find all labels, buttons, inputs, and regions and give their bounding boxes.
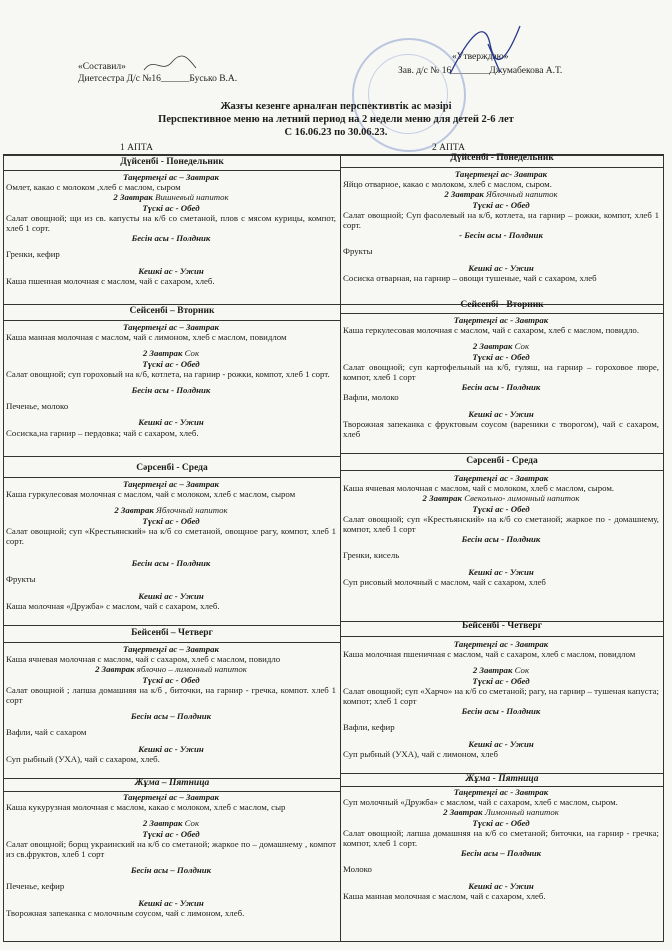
meal-heading: Бесін асы – Полдник xyxy=(460,848,542,859)
meal-text: Суп рыбный (УХА), чай с лимоном, хлеб xyxy=(343,748,498,759)
second-breakfast-text: Лимонный напиток xyxy=(484,807,559,818)
meal-text: Омлет, какао с молоком ,хлеб с маслом, сыром xyxy=(6,182,181,193)
meal-heading: Түскі ас - Обед xyxy=(472,817,530,828)
meal-text: Фрукты xyxy=(343,246,373,257)
meal-text: Печенье, кефир xyxy=(6,881,65,892)
week-2-label: 2 АПТА xyxy=(432,143,466,153)
w1-mon-cell xyxy=(6,172,336,286)
meal-text: Сосиска отварная, на гарнир – овощи тушеные, чай с сахаром, хлеб xyxy=(343,272,597,283)
meal-text: Каша гуркулесовая молочная с маслом, чай с молоком, хлеб с маслом, сыром xyxy=(6,489,296,500)
day-w2-tue: Сейсенбі - Вторник xyxy=(460,300,544,310)
meal-text: Салат овощной; Суп фасолевый на к/б, котлета, на гарнир – рожки, компот, хлеб 1 сорт. xyxy=(343,209,659,231)
meal-heading: Түскі ас - Обед xyxy=(472,675,530,686)
day-w1-fri: Жұма – Пятница xyxy=(134,778,210,788)
meal-text: Салат овощной; щи из св. капусты на к/б со сметаной, плов с мясом курицы, компот, хлеб 1 сорт. xyxy=(6,212,336,234)
meal-text: Творожная запеканка с фруктовым соусом (вареники с творогом), чай с сахаром, хлеб xyxy=(343,418,659,440)
meal-heading: Кешкі ас - Ужин xyxy=(138,590,204,601)
meal-heading: Бесін асы - Полдник xyxy=(461,706,541,717)
meal-heading: Бесін асы - Полдник xyxy=(461,534,541,545)
meal-heading: Бесін асы – Полдник xyxy=(130,865,212,876)
second-breakfast-text: яблочно – лимонный напиток xyxy=(136,664,247,675)
second-breakfast-text: Яблочный напиток xyxy=(156,505,228,516)
meal-text: Творожная запеканка с молочным соусом, чай с лимоном, хлеб. xyxy=(6,907,245,918)
w2-thu-cell xyxy=(343,639,659,759)
second-breakfast-text: Сок xyxy=(514,665,530,676)
meal-text: Каша манная молочная с маслом, чай с лимоном, хлеб с маслом, повидлом xyxy=(6,332,287,343)
w1-wed-cell xyxy=(6,479,336,611)
meal-text: Каша геркулесовая молочная с маслом, чай с сахаром, хлеб с маслом, повидло. xyxy=(343,325,640,336)
composer-title: «Составил» xyxy=(78,62,126,72)
second-breakfast-label: 2 Завтрак xyxy=(142,818,183,829)
day-w2-wed: Сәрсенбі - Среда xyxy=(466,456,538,466)
meal-heading: Түскі ас - Обед xyxy=(472,503,530,514)
meal-heading: Кешкі ас - Ужин xyxy=(468,738,534,749)
meal-text: Салат овощной; суп «Крестьянский» на к/б со сметаной, овощное рагу, компот, хлеб 1 сорт. xyxy=(6,525,336,547)
day-w2-mon: Дүйсенбі - Понедельник xyxy=(450,153,554,163)
meal-heading: Бесін асы – Полдник xyxy=(130,711,212,722)
meal-text: Вафли, чай с сахаром xyxy=(6,727,87,738)
meal-heading: - Бесін асы - Полдник xyxy=(459,230,543,241)
meal-text: Суп молочный «Дружба» с маслом, чай с сахаром, хлеб с маслом, сыром. xyxy=(343,797,618,808)
meal-text: Суп рисовый молочный с маслом, чай с сахаром, хлеб xyxy=(343,576,546,587)
meal-heading: Таңертеңгі ас – Завтрак xyxy=(123,644,219,654)
second-breakfast-label: 2 Завтрак xyxy=(142,348,183,359)
meal-text: Молоко xyxy=(343,864,372,875)
meal-text: Вафли, кефир xyxy=(343,722,395,733)
second-breakfast-label: 2 Завтрак xyxy=(114,505,154,516)
meal-heading: Таңертеңгі ас – Завтрак xyxy=(123,172,219,182)
second-breakfast-text: Свекольно- лимонный напиток xyxy=(464,493,580,504)
meal-text: Гренки, кисель xyxy=(343,550,400,561)
w1-thu-cell xyxy=(6,644,336,764)
day-w1-tue: Сейсенбі – Вторник xyxy=(129,306,215,316)
meal-heading: Түскі ас - Обед xyxy=(142,358,200,369)
day-w1-wed: Сәрсенбі - Среда xyxy=(136,463,208,473)
meal-heading: Кешкі ас - Ужин xyxy=(138,743,204,754)
meal-heading: Кешкі ас - Ужин xyxy=(138,265,204,276)
w2-mon-cell xyxy=(343,169,659,283)
meal-heading: Бесін асы - Полдник xyxy=(131,385,211,396)
meal-text: Салат овощной; суп «Харчо» на к/б со сметаной; рагу, на гарнир – тушеная капуста; компот; хлеб 1 сорт xyxy=(343,685,659,707)
signature-left xyxy=(140,52,200,76)
meal-text: Салат овощной; борщ украинский на к/б со сметаной; жаркое по – домашнему , компот из св.фруктов, хлеб 1 сорт xyxy=(6,838,336,860)
second-breakfast-label: 2 Завтрак xyxy=(95,664,135,675)
meal-heading: Таңертеңгі ас - Завтрак xyxy=(453,473,549,483)
meal-heading: Бесін асы - Полдник xyxy=(131,233,211,244)
meal-text: Каша молочная пшеничная с маслом, чай с сахаром, хлеб с маслом, повидлом xyxy=(343,649,636,660)
meal-text: Суп рыбный (УХА), чай с сахаром, хлеб. xyxy=(6,753,160,764)
meal-heading: Кешкі ас - Ужин xyxy=(468,262,534,273)
second-breakfast-label: 2 Завтрак xyxy=(113,192,153,203)
meal-text: Каша пшенная молочная с маслом, чай с сахаром, хлеб. xyxy=(6,275,215,286)
meal-text: Салат овощной; суп «Крестьянский» на к/б со сметаной; жаркое по - домашнему, компот, хлеб 1 сорт xyxy=(343,513,659,535)
meal-text: Салат овощной; суп гороховый на к/б, котлета, на гарнир - рожки, компот, хлеб 1 сорт. xyxy=(6,368,330,379)
title-ru: Перспективное меню на летний период на 2 недели меню для детей 2-6 лет xyxy=(158,114,514,125)
day-w1-mon: Дүйсенбі - Понедельник xyxy=(120,157,224,167)
meal-heading: Түскі ас - Обед xyxy=(472,199,530,210)
meal-text: Каша манная молочная с маслом, чай с сахаром, хлеб. xyxy=(343,890,546,901)
meal-heading: Кешкі ас - Ужин xyxy=(138,417,204,428)
meal-heading: Түскі ас - Обед xyxy=(142,674,200,685)
second-breakfast-label: 2 Завтрак xyxy=(472,665,513,676)
meal-text: Каша кукурузная молочная с маслом, какао с молоком, хлеб с маслом, сыр xyxy=(6,802,286,813)
meal-heading: Бесін асы - Полдник xyxy=(461,382,541,393)
second-breakfast-label: 2 Завтрак xyxy=(422,493,463,504)
meal-heading: Кешкі ас - Ужин xyxy=(468,880,534,891)
second-breakfast-text: Сок xyxy=(184,348,200,359)
meal-text: Яйцо отварное, какао с молоком, хлеб с маслом, сыром. xyxy=(343,179,552,190)
meal-heading: Таңертеңгі ас – Завтрак xyxy=(123,479,219,489)
second-breakfast-label: 2 Завтрак xyxy=(443,807,483,818)
meal-heading: Таңертеңгі ас - Завтрак xyxy=(453,787,549,797)
meal-heading: Кешкі ас - Ужин xyxy=(468,566,534,577)
w2-fri-cell xyxy=(343,787,659,901)
meal-heading: Түскі ас - Обед xyxy=(142,828,200,839)
meal-heading: Таңертеңгі ас – Завтрак xyxy=(123,322,219,332)
meal-text: Фрукты xyxy=(6,574,36,585)
w2-wed-cell xyxy=(343,473,659,587)
day-w2-fri: Жұма - Пятница xyxy=(465,774,539,784)
title-period: С 16.06.23 по 30.06.23. xyxy=(284,127,388,138)
meal-heading: Түскі ас - Обед xyxy=(472,351,530,362)
day-w1-thu: Бейсенбі – Четверг xyxy=(131,628,213,638)
meal-text: Салат овощной; лапша домашняя на к/б со сметаной; биточки, на гарнир - гречка; компот, хлеб 1 сорт. xyxy=(343,827,659,849)
meal-text: Вафли, молоко xyxy=(343,392,399,403)
approver-title: «Утверждаю» xyxy=(452,52,509,62)
w2-tue-cell xyxy=(343,315,659,439)
approver-line: Зав. д/с № 16________Джумабекова А.Т. xyxy=(398,66,563,76)
meal-heading: Түскі ас - Обед xyxy=(142,202,200,213)
second-breakfast-label: 2 Завтрак xyxy=(472,341,513,352)
meal-text: Печенье, молоко xyxy=(6,401,69,412)
day-w2-thu: Бейсенбі - Четверг xyxy=(461,621,543,631)
second-breakfast-label: 2 Завтрак xyxy=(444,189,484,200)
second-breakfast-text: Яблочный напиток xyxy=(486,189,558,200)
w1-fri-cell xyxy=(6,792,336,918)
second-breakfast-text: Вишневый напиток xyxy=(155,192,229,203)
meal-heading: Таңертеңгі ас - Завтрак xyxy=(453,315,549,325)
meal-heading: Кешкі ас - Ужин xyxy=(138,897,204,908)
second-breakfast-text: Сок xyxy=(184,818,200,829)
meal-text: Гренки, кефир xyxy=(6,249,60,260)
meal-text: Сосиска,на гарнир – пердовка; чай с сахаром, хлеб. xyxy=(6,427,199,438)
meal-heading: Бесін асы - Полдник xyxy=(131,558,211,569)
meal-heading: Кешкі ас - Ужин xyxy=(468,408,534,419)
meal-text: Каша ячневая молочная с маслом, чай с сахаром, хлеб с маслом, повидло xyxy=(6,654,281,665)
signature-right xyxy=(430,14,540,84)
w1-tue-cell xyxy=(6,322,336,438)
meal-heading: Таңертеңгі ас - Завтрак xyxy=(453,639,549,649)
meal-heading: Таңертеңгі ас – Завтрак xyxy=(123,792,219,802)
meal-heading: Таңертеңгі ас- Завтрак xyxy=(454,169,548,179)
second-breakfast-text: Сок xyxy=(514,341,530,352)
week-1-label: 1 АПТА xyxy=(120,143,154,153)
meal-text: Каша ячневая молочная с маслом, чай с молоком, хлеб с маслом, сыром. xyxy=(343,483,615,494)
title-kz: Жазғы кезенге арналған перспективтік ас мәзірі xyxy=(220,101,452,112)
meal-text: Салат овощной ; лапша домашняя на к/б , биточки, на гарнир - гречка, компот. хлеб 1 сорт xyxy=(6,684,336,706)
composer-line: Диетсестра Д/с №16______Бусько В.А. xyxy=(78,74,238,84)
meal-text: Каша молочная «Дружба» с маслом, чай с сахаром, хлеб. xyxy=(6,600,220,611)
meal-heading: Түскі ас - Обед xyxy=(142,515,200,526)
meal-text: Салат овощной; суп картофельный на к/б, гуляш, на гарнир – гороховое пюре, компот, хлеб 1 сорт xyxy=(343,361,659,383)
menu-table xyxy=(3,154,664,942)
